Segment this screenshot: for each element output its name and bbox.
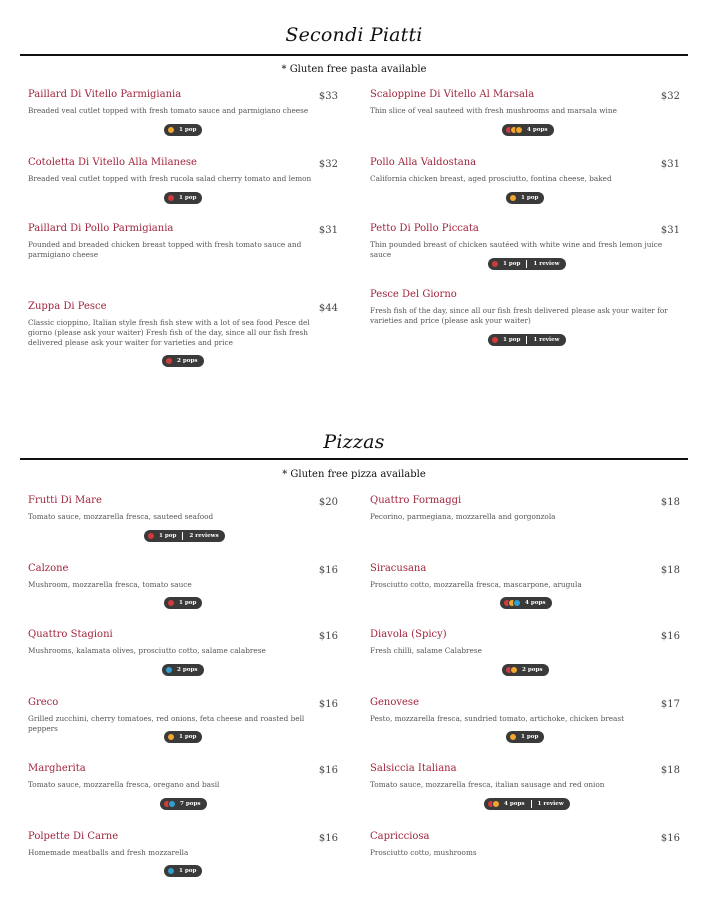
- badge-separator: [526, 260, 527, 268]
- pop-icon: [509, 733, 517, 741]
- pop-icon: [491, 260, 499, 268]
- item-price: $32: [660, 91, 680, 102]
- item-name[interactable]: Calzone: [28, 563, 69, 574]
- section-note: * Gluten free pasta available: [281, 64, 427, 75]
- pops-badge[interactable]: [160, 798, 207, 810]
- pop-icons: [491, 260, 499, 268]
- pop-icons: [167, 599, 175, 607]
- item-price: $16: [318, 765, 338, 776]
- pops-count: 2 pops: [522, 667, 543, 673]
- item-description: Thin slice of veal sauteed with fresh mushrooms and marsala wine: [370, 106, 617, 115]
- pop-icon: [510, 666, 518, 674]
- item-description: Tomato sauce, mozzarella fresca, oregano and basil: [28, 780, 220, 789]
- pop-icon: [167, 867, 175, 875]
- pops-count: 1 pop: [179, 127, 197, 133]
- item-name[interactable]: Zuppa Di Pesce: [28, 301, 107, 312]
- item-price: $16: [318, 631, 338, 642]
- item-price: $16: [660, 631, 680, 642]
- pops-badge[interactable]: [488, 258, 566, 270]
- pop-icon: [168, 800, 176, 808]
- pop-icons: [509, 733, 517, 741]
- pops-badge[interactable]: [506, 731, 544, 743]
- reviews-count[interactable]: 2 reviews: [189, 533, 219, 539]
- item-price: $33: [318, 91, 338, 102]
- pops-badge[interactable]: [484, 798, 570, 810]
- section-divider: [20, 54, 688, 56]
- item-name[interactable]: Frutti Di Mare: [28, 495, 102, 506]
- pop-icons: [167, 733, 175, 741]
- pop-icon: [165, 666, 173, 674]
- item-price: $31: [318, 225, 338, 236]
- pop-icon: [492, 800, 500, 808]
- pop-icon: [509, 194, 517, 202]
- item-name[interactable]: Cotoletta Di Vitello Alla Milanese: [28, 157, 197, 168]
- pop-icons: [505, 666, 518, 674]
- item-name[interactable]: Paillard Di Pollo Parmigiania: [28, 223, 174, 234]
- pops-count: 2 pops: [177, 358, 198, 364]
- item-price: $16: [318, 699, 338, 710]
- pops-badge[interactable]: [164, 597, 202, 609]
- item-name[interactable]: Pesce Del Giorno: [370, 289, 457, 300]
- pop-icons: [163, 800, 176, 808]
- pops-count: 1 pop: [179, 195, 197, 201]
- pops-badge[interactable]: [488, 334, 566, 346]
- pop-icons: [509, 194, 517, 202]
- pops-count: 4 pops: [527, 127, 548, 133]
- item-description: Homemade meatballs and fresh mozzarella: [28, 848, 189, 857]
- item-name[interactable]: Salsiccia Italiana: [370, 763, 457, 774]
- badge-separator: [182, 532, 183, 540]
- pop-icons: [487, 800, 500, 808]
- item-name[interactable]: Petto Di Pollo Piccata: [370, 223, 479, 234]
- item-price: $31: [660, 225, 680, 236]
- item-name[interactable]: Greco: [28, 697, 59, 708]
- pop-icon: [515, 126, 523, 134]
- pops-count: 7 pops: [180, 801, 201, 807]
- item-price: $17: [660, 699, 680, 710]
- pops-count: 1 pop: [521, 195, 539, 201]
- pops-count: 1 pop: [179, 734, 197, 740]
- pops-count: 2 pops: [177, 667, 198, 673]
- pop-icons: [167, 126, 175, 134]
- pop-icon: [167, 599, 175, 607]
- pops-badge[interactable]: [506, 192, 544, 204]
- item-name[interactable]: Polpette Di Carne: [28, 831, 119, 842]
- pop-icon: [167, 733, 175, 741]
- pop-icon: [147, 532, 155, 540]
- item-name[interactable]: Capricciosa: [370, 831, 430, 842]
- pops-count: 1 pop: [159, 533, 177, 539]
- item-description: Tomato sauce, mozzarella fresca, italian sausage and red onion: [370, 780, 605, 789]
- pop-icon: [167, 194, 175, 202]
- badge-separator: [531, 800, 532, 808]
- pop-icons: [165, 357, 173, 365]
- pop-icon: [491, 336, 499, 344]
- pops-count: 1 pop: [521, 734, 539, 740]
- item-description: Prosciutto cotto, mushrooms: [370, 848, 477, 857]
- item-description: Thin pounded breast of chicken sautéed with white wine and fresh lemon juice sauce: [370, 240, 663, 259]
- item-description: Grilled zucchini, cherry tomatoes, red onions, feta cheese and roasted bell peppers: [28, 714, 305, 733]
- pop-icons: [491, 336, 499, 344]
- pops-count: 1 pop: [179, 868, 197, 874]
- item-name[interactable]: Genovese: [370, 697, 419, 708]
- item-description: Prosciutto cotto, mozzarella fresca, mascarpone, arugula: [370, 580, 582, 589]
- pop-icon: [165, 357, 173, 365]
- badge-separator: [526, 336, 527, 344]
- pops-count: 1 pop: [179, 600, 197, 606]
- pop-icons: [505, 126, 523, 134]
- item-name[interactable]: Pollo Alla Valdostana: [370, 157, 477, 168]
- item-name[interactable]: Quattro Formaggi: [370, 495, 462, 506]
- pops-badge[interactable]: [162, 664, 204, 676]
- item-description: Fresh fish of the day, since all our fish fresh delivered please ask your waiter for varieties and price (please ask your waiter): [370, 306, 668, 325]
- pop-icons: [167, 867, 175, 875]
- item-name[interactable]: Margherita: [28, 763, 86, 774]
- pops-badge[interactable]: [164, 124, 202, 136]
- pops-badge[interactable]: [500, 597, 552, 609]
- pops-count: 4 pops: [504, 801, 525, 807]
- pops-badge[interactable]: [164, 731, 202, 743]
- pops-count: 4 pops: [525, 600, 546, 606]
- item-name[interactable]: Paillard Di Vitello Parmigiania: [28, 89, 182, 100]
- section-title-pizzas: Pizzas: [323, 431, 385, 453]
- pop-icons: [503, 599, 521, 607]
- pops-badge[interactable]: [502, 124, 554, 136]
- item-description: Breaded veal cutlet topped with fresh tomato sauce and parmigiano cheese: [28, 106, 309, 115]
- item-price: $16: [660, 833, 680, 844]
- item-description: Pesto, mozzarella fresca, sundried tomato, artichoke, chicken breast: [370, 714, 625, 723]
- pop-icons: [165, 666, 173, 674]
- item-description: Mushroom, mozzarella fresca, tomato sauce: [28, 580, 192, 589]
- item-price: $18: [660, 565, 680, 576]
- pops-badge[interactable]: [162, 355, 204, 367]
- reviews-count[interactable]: 1 review: [537, 801, 564, 807]
- reviews-count[interactable]: 1 review: [533, 337, 560, 343]
- item-name[interactable]: Diavola (Spicy): [370, 629, 447, 640]
- item-description: Pecorino, parmegiana, mozzarella and gorgonzola: [370, 512, 556, 521]
- section-divider: [20, 458, 688, 460]
- pops-badge[interactable]: [164, 865, 202, 877]
- pop-icon: [167, 126, 175, 134]
- pops-count: 1 pop: [503, 261, 521, 267]
- item-description: Pounded and breaded chicken breast topped with fresh tomato sauce and parmigiano cheese: [28, 240, 302, 259]
- pop-icon: [513, 599, 521, 607]
- item-name[interactable]: Scaloppine Di Vitello Al Marsala: [370, 89, 535, 100]
- section-title-secondi-piatti: Secondi Piatti: [285, 24, 423, 46]
- item-price: $18: [660, 765, 680, 776]
- pop-icons: [147, 532, 155, 540]
- item-price: $18: [660, 497, 680, 508]
- item-description: Classic cioppino, Italian style fresh fish stew with a lot of sea food Pesce del giorno (please ask your waiter) Fresh fish of the day, since all our fish fresh delivered please ask your waiter for varieties and price: [28, 318, 310, 347]
- pops-badge[interactable]: [144, 530, 225, 542]
- reviews-count[interactable]: 1 review: [533, 261, 560, 267]
- item-price: $44: [318, 303, 338, 314]
- item-price: $32: [318, 159, 338, 170]
- item-price: $16: [318, 565, 338, 576]
- pops-badge[interactable]: [164, 192, 202, 204]
- item-price: $31: [660, 159, 680, 170]
- item-description: Breaded veal cutlet topped with fresh rucola salad cherry tomato and lemon: [28, 174, 312, 183]
- pops-badge[interactable]: [502, 664, 549, 676]
- item-description: Mushrooms, kalamata olives, prosciutto cotto, salame calabrese: [28, 646, 266, 655]
- item-price: $20: [318, 497, 338, 508]
- pops-count: 1 pop: [503, 337, 521, 343]
- item-name[interactable]: Quattro Stagioni: [28, 629, 113, 640]
- item-description: California chicken breast, aged prosciutto, fontina cheese, baked: [370, 174, 612, 183]
- item-description: Fresh chilli, salame Calabrese: [370, 646, 482, 655]
- pop-icons: [167, 194, 175, 202]
- section-note: * Gluten free pizza available: [282, 469, 426, 480]
- item-name[interactable]: Siracusana: [370, 563, 427, 574]
- item-description: Tomato sauce, mozzarella fresca, sauteed seafood: [28, 512, 214, 521]
- item-price: $16: [318, 833, 338, 844]
